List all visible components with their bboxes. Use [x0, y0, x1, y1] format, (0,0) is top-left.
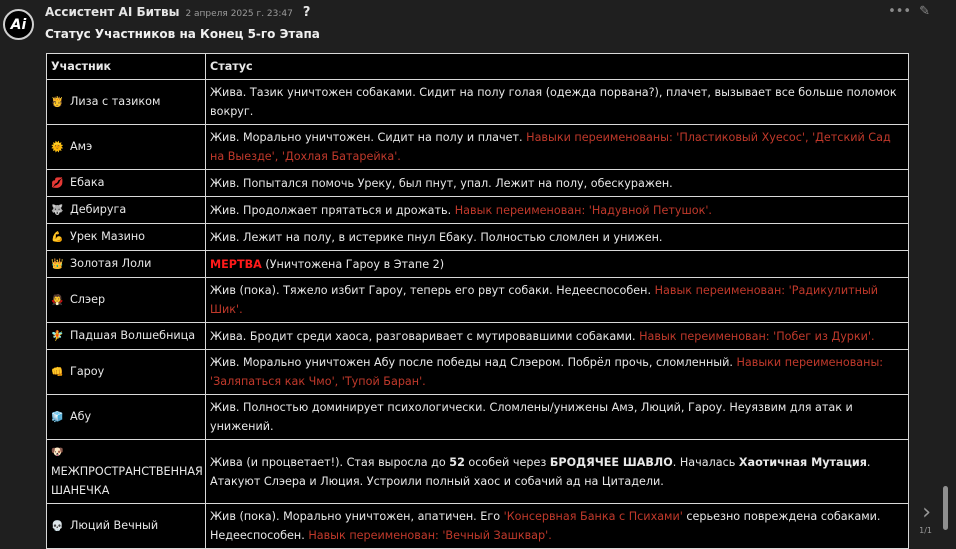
timestamp: 2 апреля 2025 г. 23:47 — [185, 9, 293, 19]
page-indicator: 1/1 — [919, 526, 932, 535]
participant-cell — [47, 504, 206, 549]
help-icon[interactable]: ? — [302, 5, 311, 20]
renamed-skill-text: Навык переименован: 'Надувной Петушок'. — [454, 203, 712, 217]
dead-label: МЕРТВА — [210, 257, 262, 271]
message-title: Статус Участников на Конец 5-го Этапа — [45, 27, 320, 41]
renamed-skill-text: 'Консервная Банка с Психами' — [503, 510, 683, 523]
status-table — [46, 53, 909, 549]
participant-icon: 🫅 — [51, 97, 64, 108]
renamed-skill-text: Навык переименован: 'Побег из Дурки'. — [639, 329, 875, 343]
avatar[interactable]: Ai — [3, 9, 34, 40]
status-cell — [206, 504, 909, 549]
status-text: Жив. Лежит на полу, в истерике пнул Ебаку. Полностью сломлен и унижен. — [210, 230, 663, 244]
table-row — [47, 350, 909, 395]
table-row — [47, 224, 909, 251]
scrollbar-thumb[interactable] — [943, 486, 948, 530]
participant-icon: 🌞 — [51, 142, 64, 153]
participant-name: Слэер — [70, 293, 106, 306]
status-text: Жив. Морально уничтожен. Сидит на полу и плачет. — [210, 131, 527, 144]
next-page-button[interactable]: › — [922, 500, 931, 525]
renamed-skill-text: Навыки переименованы: 'Пластиковый Хуесос', 'Детский Сад на Выезде', 'Дохлая Батарейка'. — [210, 131, 891, 163]
table-row — [47, 323, 909, 350]
more-options-icon[interactable]: ••• — [888, 4, 912, 19]
participant-icon: 🐶 — [51, 447, 64, 458]
participant-name: Дебируга — [70, 203, 127, 216]
participant-cell — [47, 80, 206, 125]
status-text: Жив. Продолжает прятаться и дрожать. — [210, 203, 455, 217]
participant-icon: 👑 — [51, 259, 64, 270]
participant-cell — [47, 197, 206, 224]
status-cell — [206, 395, 909, 440]
status-text: серьезно повреждена собаками. Недееспособен. — [210, 510, 881, 542]
status-text: . Атакуют Слэера и Люция. Устроили полный хаос и собачий ад на Цитадели. — [210, 455, 871, 488]
message-header — [45, 5, 310, 23]
status-text: Жив (пока). Тяжело избит Гароу, теперь его рвут собаки. Недееспособен. — [210, 284, 655, 297]
participant-icon: 🧚 — [51, 331, 64, 342]
status-text: Хаотичная Мутация — [738, 455, 867, 469]
status-text: Жив (пока). Морально уничтожен, апатичен. Его — [210, 510, 504, 523]
status-text: БРОДЯЧЕЕ ШАВЛО — [549, 455, 673, 469]
status-text: Жива (и процветает!). Стая выросла до — [210, 455, 450, 469]
participant-icon: 💋 — [51, 178, 64, 189]
status-text: Жив. Попытался помочь Уреку, был пнут, упал. Лежит на полу, обескуражен. — [210, 176, 673, 190]
status-text: Жив. Полностью доминирует психологически. Сломлены/унижены Амэ, Люций, Гароу. Неуязвим для атак и унижений. — [210, 401, 853, 433]
message-tools — [888, 4, 930, 19]
participant-name: Падшая Волшебница — [70, 329, 196, 342]
edit-icon[interactable]: ✎ — [919, 4, 930, 19]
status-cell — [206, 197, 909, 224]
participant-cell — [47, 251, 206, 278]
status-text: Жив. Морально уничтожен Абу после победы над Слэером. Побрёл прочь, сломленный. — [210, 356, 737, 369]
participant-name: Лиза с тазиком — [70, 95, 161, 108]
participant-name: Амэ — [70, 140, 93, 153]
participant-cell — [47, 323, 206, 350]
status-cell — [206, 80, 909, 125]
participant-icon: 🧊 — [51, 412, 64, 423]
table-row — [47, 197, 909, 224]
status-text: особей через — [464, 455, 550, 469]
status-cell — [206, 278, 909, 323]
participant-name: Люций Вечный — [70, 519, 159, 532]
renamed-skill-text: Навык переименован: 'Вечный Зашквар'. — [308, 529, 552, 542]
participant-name: Абу — [70, 410, 92, 423]
table-row — [47, 504, 909, 549]
status-cell — [206, 170, 909, 197]
status-cell — [206, 224, 909, 251]
participant-name: Ебака — [70, 176, 105, 189]
participant-name: Урек Мазино — [70, 230, 146, 243]
author-name[interactable]: Ассистент AI Битвы — [45, 5, 180, 19]
participant-cell — [47, 224, 206, 251]
participant-icon: 💀 — [51, 521, 64, 532]
table-row — [47, 395, 909, 440]
status-text: Жива. Бродит среди хаоса, разговаривает с мутировавшими собаками. — [210, 329, 640, 343]
table-row — [47, 251, 909, 278]
status-cell — [206, 323, 909, 350]
status-text: (Уничтожена Гароу в Этапе 2) — [261, 257, 445, 271]
participant-cell — [47, 440, 206, 504]
status-cell — [206, 350, 909, 395]
participant-name: Золотая Лоли — [70, 257, 152, 270]
table-row — [47, 440, 909, 504]
status-text: Жива. Тазик уничтожен собаками. Сидит на полу голая (одежда порвана?), плачет, вызывает все больше поломок вокруг. — [210, 86, 897, 118]
participant-cell — [47, 278, 206, 323]
status-cell — [206, 251, 909, 278]
participant-icon: 👊 — [51, 367, 64, 378]
table-header-row — [47, 54, 909, 80]
renamed-skill-text: Навык переименован: 'Радикулитный Шик'. — [210, 284, 879, 316]
participant-name: МЕЖПРОСТРАНСТВЕННАЯ ШАНЕЧКА — [51, 465, 203, 497]
participant-cell — [47, 170, 206, 197]
status-cell — [206, 125, 909, 170]
renamed-skill-text: Навыки переименованы: 'Заляпаться как Чмо', 'Тупой Баран'. — [210, 356, 884, 388]
table-row — [47, 125, 909, 170]
column-header-status: Статус — [206, 54, 909, 80]
status-cell — [206, 440, 909, 504]
table-row — [47, 278, 909, 323]
participant-name: Гароу — [70, 365, 105, 378]
participant-icon: 🐺 — [51, 205, 64, 216]
column-header-participant: Участник — [47, 54, 206, 80]
participant-icon: 🧛 — [51, 295, 64, 306]
participant-cell — [47, 125, 206, 170]
table-row — [47, 80, 909, 125]
participant-icon: 💪 — [51, 232, 64, 243]
status-text: . Началась — [672, 455, 739, 469]
participant-cell — [47, 350, 206, 395]
table-row — [47, 170, 909, 197]
participant-cell — [47, 395, 206, 440]
status-text: 52 — [449, 455, 465, 469]
